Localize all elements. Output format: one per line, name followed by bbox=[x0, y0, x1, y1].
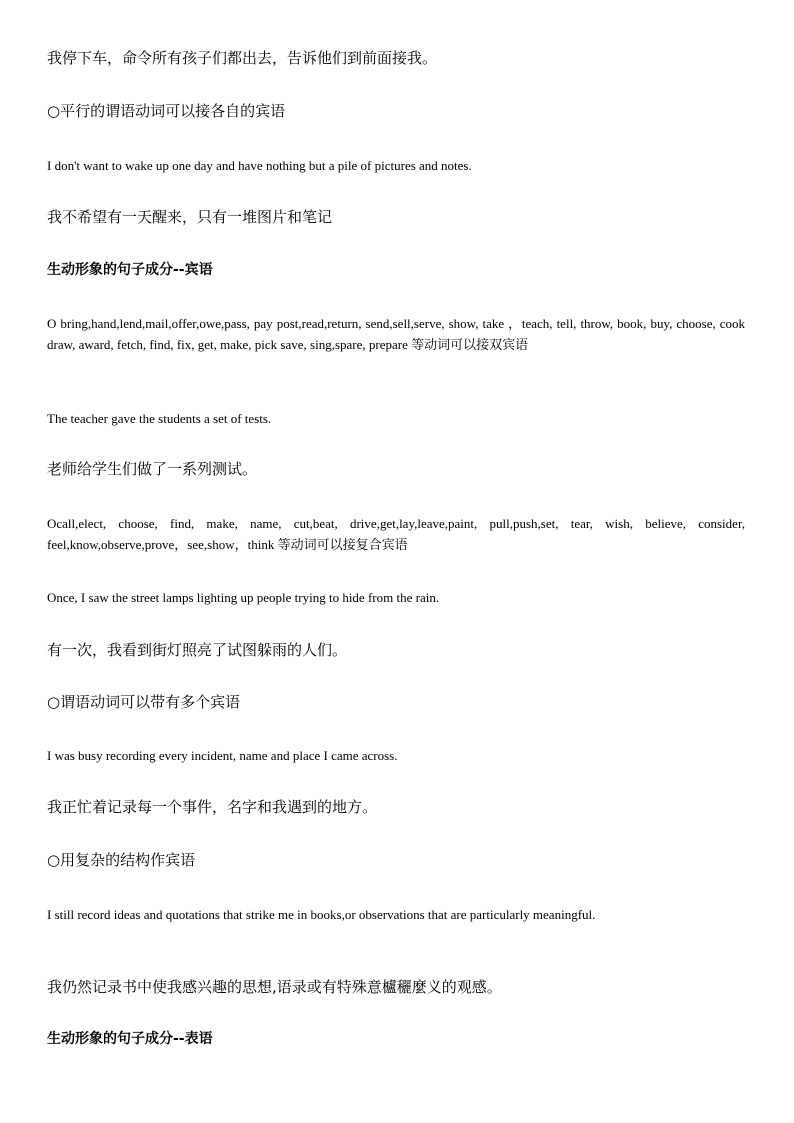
paragraph-rule-double-object: O bring,hand,lend,mail,offer,owe,pass, pay post,read,return, send,sell,serve, show, take ，teach, tell, throw, book, buy, choose, cook draw, award, fetch, find, fix, get, make, pick save, sing,spare, prepare 等动词可以接双宾语 bbox=[47, 316, 745, 352]
paragraph-translation-5: 我正忙着记录每一个事件，名字和我遇到的地方。 bbox=[47, 798, 378, 816]
paragraph-rule-multiple-objects: ○谓语动词可以带有多个宾语 bbox=[47, 693, 241, 711]
paragraph-example-1: I don't want to wake up one day and have nothing but a pile of pictures and notes. bbox=[47, 158, 472, 173]
paragraph-translation-2: 我不希望有一天醒来，只有一堆图片和笔记 bbox=[47, 208, 333, 226]
paragraph-translation-3: 老师给学生们做了一系列测试。 bbox=[47, 460, 258, 478]
section-heading-predicative: 生动形象的句子成分--表语 bbox=[47, 1031, 213, 1047]
paragraph-translation-1: 我停下车，命令所有孩子们都出去，告诉他们到前面接我。 bbox=[47, 49, 438, 67]
paragraph-example-4: I was busy recording every incident, name and place I came across. bbox=[47, 748, 398, 763]
paragraph-example-5: I still record ideas and quotations that strike me in books,or observations that are particularly meaningful. bbox=[47, 907, 596, 922]
paragraph-translation-6: 我仍然记录书中使我感兴趣的思想,语录或有特殊意櫨穲麼义的观感。 bbox=[47, 978, 502, 996]
paragraph-rule-complex-object: Ocall,elect, choose, find, make, name, cut,beat, drive,get,lay,leave,paint, pull,push,set, tear, wish, believe, consider, feel,know,observe,prove，see,show，think 等动词可以接复合宾语 bbox=[47, 516, 745, 552]
paragraph-rule-parallel-verbs: ○平行的谓语动词可以接各自的宾语 bbox=[47, 102, 286, 120]
section-heading-object: 生动形象的句子成分--宾语 bbox=[47, 262, 213, 278]
paragraph-example-3: Once, I saw the street lamps lighting up people trying to hide from the rain. bbox=[47, 590, 440, 605]
paragraph-example-2: The teacher gave the students a set of tests. bbox=[47, 411, 272, 426]
paragraph-translation-4: 有一次，我看到街灯照亮了试图躲雨的人们。 bbox=[47, 641, 348, 659]
paragraph-rule-complex-structure: ○用复杂的结构作宾语 bbox=[47, 851, 196, 869]
